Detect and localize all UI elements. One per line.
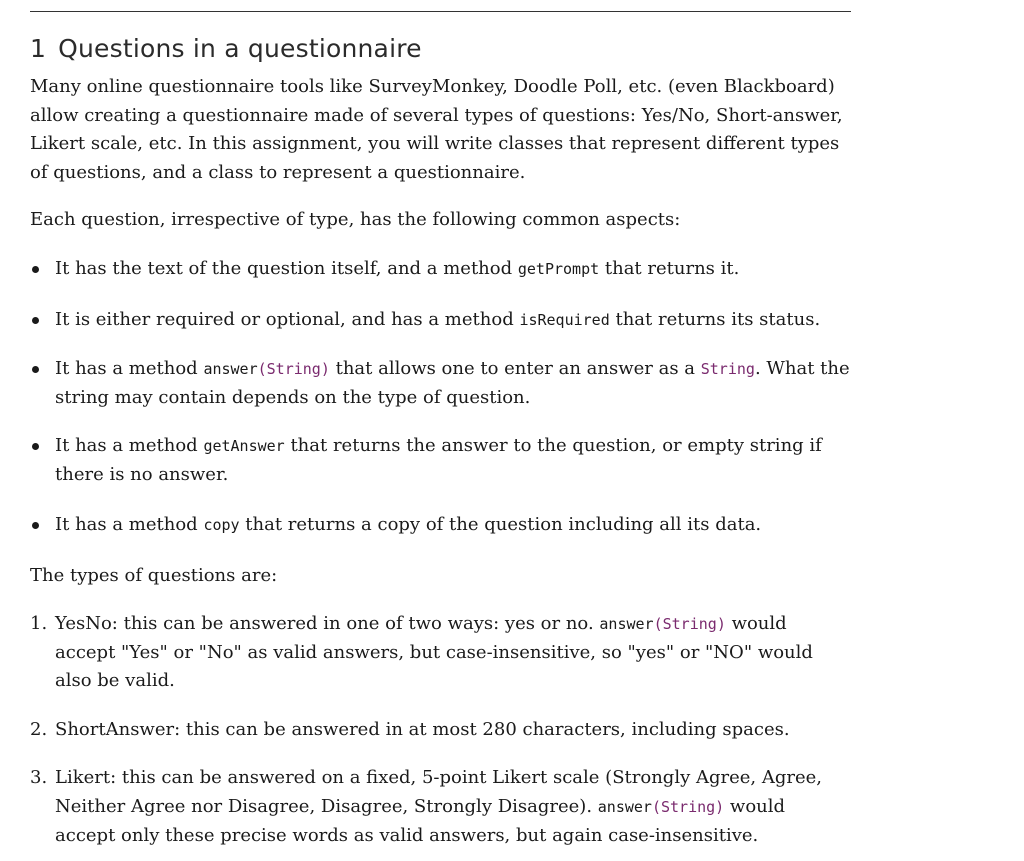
list-number: 2. (30, 718, 48, 740)
code-isrequired: isRequired (519, 310, 610, 329)
list-item: It is either required or optional, and has a method isRequired that returns its status. (30, 306, 851, 335)
bullet-icon (32, 522, 39, 529)
types-intro: The types of questions are: (30, 565, 278, 586)
list-item: It has a method getAnswer that returns the answer to the question, or empty string if there is no answer. (30, 432, 851, 489)
section-title: Questions in a questionnaire (58, 33, 422, 63)
code-getprompt: getPrompt (517, 260, 600, 278)
code-getanswer: getAnswer (203, 437, 285, 456)
list-number: 1. (30, 613, 48, 634)
intro-paragraph: Many online questionnaire tools like SurveyMonkey, Doodle Poll, etc. (even Blackboard) allow creating a questionnaire made of several types of questions: Yes/No, Short-answer, Likert scale, etc. In this assignment, you will write classes that represent different types of questions, and a class to represent a questionnaire. (30, 76, 843, 183)
aspects-list (30, 255, 851, 539)
bullet-icon (32, 366, 39, 373)
code-answer-method: answer(String) (597, 797, 725, 816)
code-string-type: String (700, 360, 755, 379)
section-heading (30, 34, 422, 63)
types-list (30, 610, 851, 850)
bullet-icon (32, 317, 39, 324)
section-number: 1 (30, 33, 47, 63)
aspects-intro: Each question, irrespective of type, has the following common aspects: (30, 209, 681, 230)
code-copy: copy (203, 515, 240, 534)
code-answer-method: answer(String) (599, 615, 726, 633)
list-item: It has the text of the question itself, and a method getPrompt that returns it. (30, 255, 851, 284)
bullet-icon (32, 266, 39, 273)
list-number: 3. (30, 767, 48, 789)
list-item: It has a method copy that returns a copy of the question including all its data. (30, 511, 851, 540)
list-item: 3. Likert: this can be answered on a fixed, 5-point Likert scale (Strongly Agree, Agree, Neither Agree nor Disagree, Disagree, Strongly Disagree). answer(String) would accept only these precise words as valid answers, but again case-insensitive. (30, 764, 851, 850)
list-item: 2. ShortAnswer: this can be answered in at most 280 characters, including spaces. (30, 716, 851, 745)
bullet-icon (32, 443, 39, 450)
list-item: 1. YesNo: this can be answered in one of two ways: yes or no. answer(String) would accept "Yes" or "No" as valid answers, but case-insensitive, so "yes" or "NO" would also be valid. (30, 610, 851, 696)
code-answer-method: answer(String) (203, 360, 330, 379)
list-item: It has a method answer(String) that allows one to enter an answer as a String. What the string may contain depends on the type of question. (30, 355, 851, 412)
top-rule (30, 11, 851, 12)
